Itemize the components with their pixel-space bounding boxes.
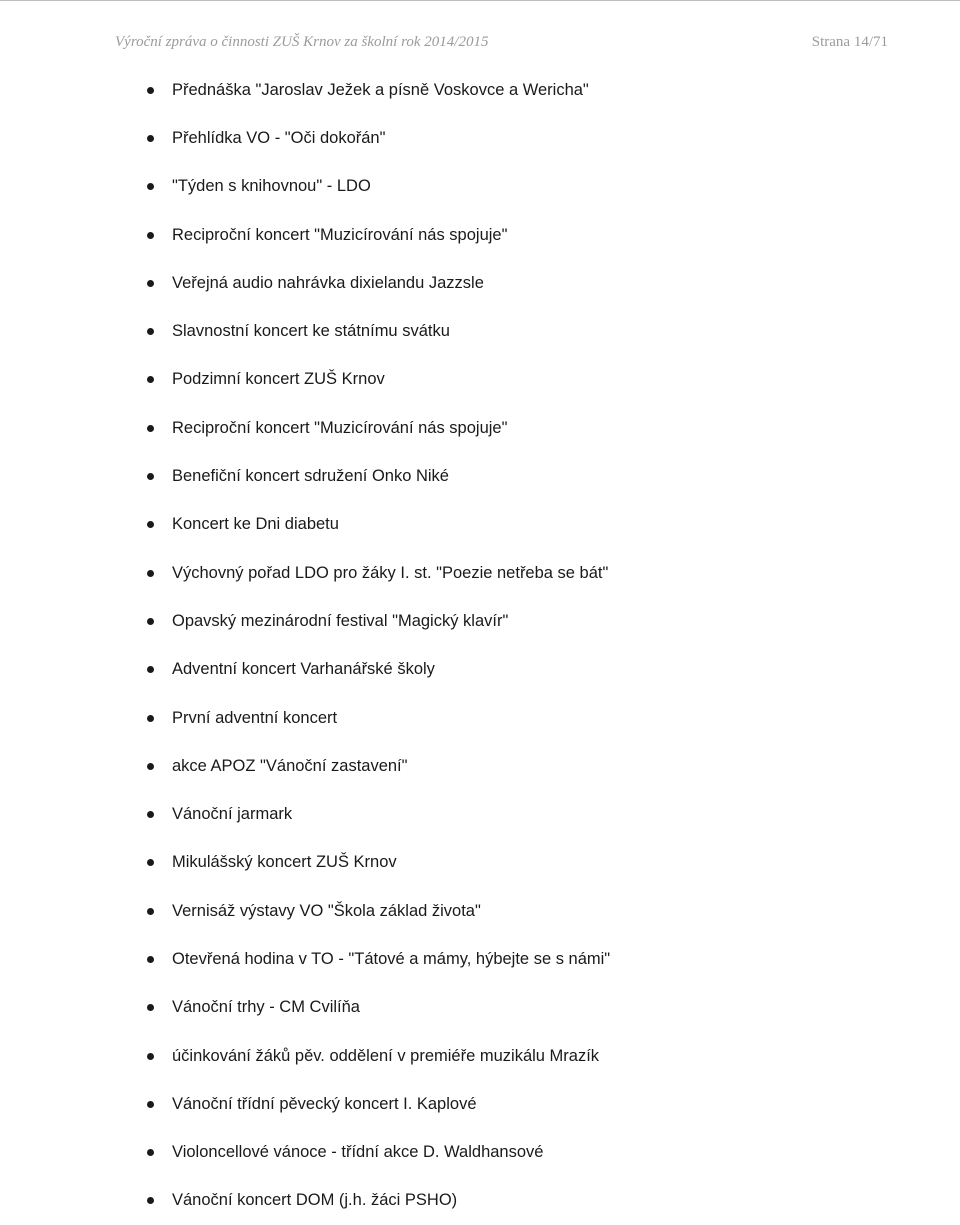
list-item xyxy=(147,839,927,887)
bullet-icon xyxy=(147,1197,154,1204)
bullet-icon xyxy=(147,1053,154,1060)
bullet-icon xyxy=(147,908,154,915)
list-item xyxy=(147,549,927,597)
event-label: Slavnostní koncert ke státnímu svátku xyxy=(172,322,450,341)
bullet-icon xyxy=(147,87,154,94)
event-label: Přednáška "Jaroslav Ježek a písně Voskovce a Wericha" xyxy=(172,80,589,99)
bullet-icon xyxy=(147,521,154,528)
bullet-icon xyxy=(147,1149,154,1156)
list-item xyxy=(147,452,927,500)
list-item xyxy=(147,984,927,1032)
event-label: Reciproční koncert "Muzicírování nás spojuje" xyxy=(172,225,508,244)
event-label: Violoncellové vánoce - třídní akce D. Waldhansové xyxy=(172,1143,544,1162)
event-label: První adventní koncert xyxy=(172,708,338,727)
bullet-icon xyxy=(147,715,154,722)
bullet-icon xyxy=(147,1004,154,1011)
event-label: Mikulášský koncert ZUŠ Krnov xyxy=(172,853,397,872)
list-item xyxy=(147,887,927,935)
page-number: Strana 14/71 xyxy=(811,34,888,50)
event-label: Opavský mezinárodní festival "Magický klavír" xyxy=(172,611,509,630)
bullet-icon xyxy=(147,473,154,480)
list-item xyxy=(147,646,927,694)
event-label: Vánoční třídní pěvecký koncert I. Kaplové xyxy=(172,1094,477,1113)
event-label: Podzimní koncert ZUŠ Krnov xyxy=(172,370,385,389)
page-header xyxy=(115,34,888,58)
list-item xyxy=(147,1032,927,1080)
bullet-icon xyxy=(147,859,154,866)
bullet-icon xyxy=(147,425,154,432)
bullet-icon xyxy=(147,135,154,142)
event-list xyxy=(147,66,927,1225)
event-label: Veřejná audio nahrávka dixielandu Jazzsle xyxy=(172,273,484,292)
event-label: akce APOZ "Vánoční zastavení" xyxy=(172,756,408,775)
list-item xyxy=(147,114,927,162)
event-label: Otevřená hodina v TO - "Tátové a mámy, hýbejte se s námi" xyxy=(172,949,611,968)
list-item xyxy=(147,1177,927,1225)
list-item xyxy=(147,597,927,645)
list-item xyxy=(147,501,927,549)
event-label: Vernisáž výstavy VO "Škola základ života" xyxy=(172,901,481,920)
list-item xyxy=(147,259,927,307)
bullet-icon xyxy=(147,811,154,818)
bullet-icon xyxy=(147,956,154,963)
event-label: Adventní koncert Varhanářské školy xyxy=(172,660,435,679)
event-label: Vánoční trhy - CM Cvilíňa xyxy=(172,998,360,1017)
event-label: "Týden s knihovnou" - LDO xyxy=(172,177,371,196)
bullet-icon xyxy=(147,328,154,335)
page-top-border xyxy=(0,0,960,4)
event-label: Vánoční koncert DOM (j.h. žáci PSHO) xyxy=(172,1191,458,1210)
bullet-icon xyxy=(147,666,154,673)
bullet-icon xyxy=(147,1101,154,1108)
bullet-icon xyxy=(147,763,154,770)
event-label: Přehlídka VO - "Oči dokořán" xyxy=(172,128,386,147)
list-item xyxy=(147,742,927,790)
list-item xyxy=(147,66,927,114)
bullet-icon xyxy=(147,376,154,383)
report-title: Výroční zpráva o činnosti ZUŠ Krnov za školní rok 2014/2015 xyxy=(115,34,489,50)
bullet-icon xyxy=(147,618,154,625)
list-item xyxy=(147,211,927,259)
event-label: Reciproční koncert "Muzicírování nás spojuje" xyxy=(172,418,508,437)
list-item xyxy=(147,694,927,742)
event-label: Vánoční jarmark xyxy=(172,805,293,824)
bullet-icon xyxy=(147,570,154,577)
list-item xyxy=(147,1129,927,1177)
list-item xyxy=(147,790,927,838)
list-item xyxy=(147,404,927,452)
bullet-icon xyxy=(147,183,154,190)
list-item xyxy=(147,307,927,355)
event-label: účinkování žáků pěv. oddělení v premiéře muzikálu Mrazík xyxy=(172,1046,600,1065)
bullet-icon xyxy=(147,280,154,287)
list-item xyxy=(147,356,927,404)
event-label: Výchovný pořad LDO pro žáky I. st. "Poezie netřeba se bát" xyxy=(172,563,609,582)
event-label: Koncert ke Dni diabetu xyxy=(172,515,339,534)
bullet-icon xyxy=(147,232,154,239)
event-label: Benefiční koncert sdružení Onko Niké xyxy=(172,467,449,486)
list-item xyxy=(147,163,927,211)
list-item xyxy=(147,1080,927,1128)
list-item xyxy=(147,935,927,983)
